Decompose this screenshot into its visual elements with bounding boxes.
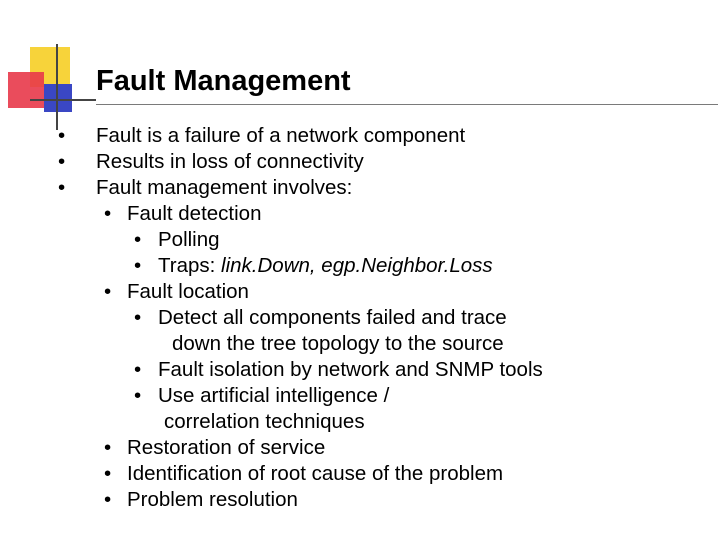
bullet-marker: •	[58, 124, 66, 147]
bullet-marker: •	[134, 358, 142, 381]
bullet-marker: •	[134, 306, 142, 329]
sub-bullet-item: Fault location	[127, 280, 249, 303]
sub-sub-bullet-item: Use artificial intelligence /	[158, 384, 390, 407]
traps-label: Traps:	[158, 254, 222, 277]
sub-sub-bullet-item	[158, 253, 493, 279]
bullet-marker: •	[104, 462, 112, 485]
bullet-marker: •	[134, 384, 142, 407]
bullet-marker: •	[58, 150, 66, 173]
sub-bullet-item: Identification of root cause of the problem	[127, 462, 504, 485]
sub-sub-bullet-item: Fault isolation by network and SNMP tools	[158, 358, 543, 381]
bullet-item: Fault is a failure of a network component	[96, 124, 466, 147]
bullet-marker: •	[104, 436, 112, 459]
vertical-rule	[56, 44, 58, 130]
title-underline	[96, 104, 718, 105]
blue-square-decoration	[44, 84, 72, 112]
bullet-marker: •	[134, 228, 142, 251]
short-horizontal-rule	[30, 99, 96, 101]
bullet-marker: •	[134, 254, 142, 277]
sub-bullet-item: Fault detection	[127, 202, 262, 225]
sub-bullet-item: Problem resolution	[127, 488, 298, 511]
bullet-marker: •	[58, 176, 66, 199]
sub-sub-bullet-continuation: correlation techniques	[164, 410, 365, 433]
red-square-decoration	[8, 72, 44, 108]
sub-sub-bullet-item: Detect all components failed and trace	[158, 306, 507, 329]
traps-examples: link.Down, egp.Neighbor.Loss	[221, 254, 493, 277]
slide-title: Fault Management	[96, 65, 351, 97]
sub-bullet-item: Restoration of service	[127, 436, 326, 459]
bullet-item: Fault management involves:	[96, 176, 353, 199]
sub-sub-bullet-continuation: down the tree topology to the source	[172, 332, 504, 355]
bullet-item: Results in loss of connectivity	[96, 150, 364, 173]
sub-sub-bullet-item: Polling	[158, 228, 220, 251]
bullet-marker: •	[104, 488, 112, 511]
bullet-marker: •	[104, 202, 112, 225]
bullet-marker: •	[104, 280, 112, 303]
